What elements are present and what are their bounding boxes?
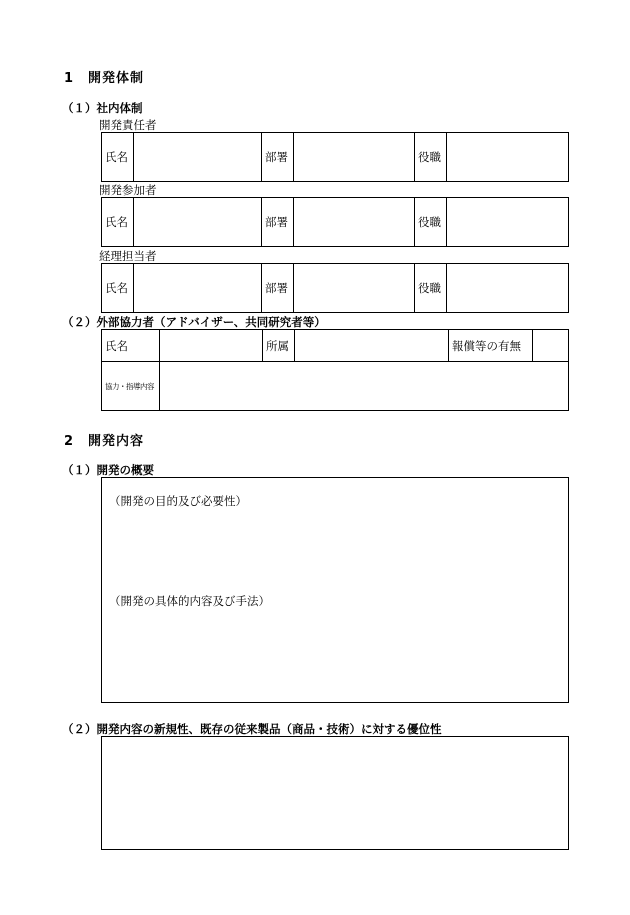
cooperation-content-field[interactable]	[160, 362, 569, 411]
department-label: 部署	[262, 264, 294, 313]
role-title-development-participant: 開発参加者	[99, 183, 157, 197]
novelty-superiority-box[interactable]	[101, 736, 569, 850]
position-field[interactable]	[447, 133, 569, 182]
name-field[interactable]	[134, 264, 262, 313]
section-2-title: 2 開発内容	[64, 434, 145, 449]
reward-field[interactable]	[533, 330, 569, 362]
affiliation-field[interactable]	[295, 330, 449, 362]
department-label: 部署	[262, 133, 294, 182]
role-table-accounting	[101, 263, 569, 313]
external-collaborator-table	[101, 329, 569, 411]
section-2-sub-2-title: （２）開発内容の新規性、既存の従来製品（商品・技術）に対する優位性	[62, 722, 442, 736]
department-label: 部署	[262, 198, 294, 247]
position-field[interactable]	[447, 198, 569, 247]
role-table-development-participant	[101, 197, 569, 247]
development-overview-box[interactable]	[101, 477, 569, 703]
name-label: 氏名	[102, 264, 134, 313]
department-field[interactable]	[294, 198, 415, 247]
department-field[interactable]	[294, 264, 415, 313]
role-title-development-lead: 開発責任者	[99, 118, 157, 132]
name-label: 氏名	[102, 330, 160, 362]
cooperation-content-label: 協力・指導内容	[102, 362, 160, 411]
method-note: （開発の具体的内容及び手法）	[109, 594, 270, 608]
purpose-note: （開発の目的及び必要性）	[109, 494, 247, 508]
section-1-sub-1-title: （１）社内体制	[62, 101, 143, 115]
name-field[interactable]	[160, 330, 263, 362]
department-field[interactable]	[294, 133, 415, 182]
section-1-title: 1 開発体制	[64, 71, 145, 86]
affiliation-label: 所属	[263, 330, 295, 362]
position-label: 役職	[415, 198, 447, 247]
role-title-accounting: 経理担当者	[99, 249, 157, 263]
reward-label: 報償等の有無	[449, 330, 533, 362]
name-field[interactable]	[134, 133, 262, 182]
position-label: 役職	[415, 133, 447, 182]
name-label: 氏名	[102, 133, 134, 182]
section-1-sub-2-title: （２）外部協力者（アドバイザー、共同研究者等）	[62, 315, 326, 329]
name-field[interactable]	[134, 198, 262, 247]
name-label: 氏名	[102, 198, 134, 247]
position-field[interactable]	[447, 264, 569, 313]
section-2-sub-1-title: （１）開発の概要	[62, 463, 154, 477]
position-label: 役職	[415, 264, 447, 313]
role-table-development-lead	[101, 132, 569, 182]
